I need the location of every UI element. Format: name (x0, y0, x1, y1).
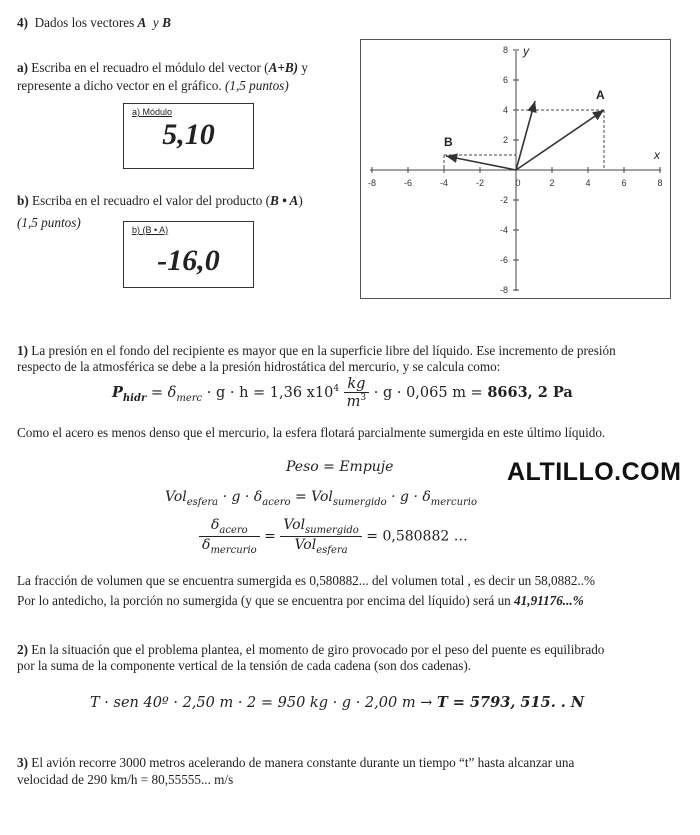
x-tick-label: -8 (367, 178, 377, 188)
question-4a-line1: a) Escriba en el recuadro el módulo del vector (A+B) y (17, 60, 308, 75)
answer-box-product (123, 221, 254, 288)
section-3-line1: 3) El avión recorre 3000 metros acelerando de manera constante durante un tiempo “t” hasta alcanzar una (17, 755, 575, 770)
peso-empuje-equation: Peso = Empuje (286, 459, 394, 475)
answer-box-module-value: 5,10 (162, 118, 215, 151)
y-tick-label: 4 (502, 105, 508, 115)
watermark-logo: ALTILLO.COM (507, 458, 682, 486)
fraction-line2: Por lo antedicho, la porción no sumergida (y que se encuentra por encima del líquido) será un 41,91176...% (17, 593, 584, 608)
y-tick-label: -8 (499, 285, 508, 295)
y-axis-label: y (523, 44, 529, 58)
vector-a-label: A (596, 88, 605, 102)
section-2-line2: por la suma de la componente vertical de la tensión de cada cadena (son dos cadenas). (17, 658, 472, 673)
answer-box-module-label: a) Módulo (132, 107, 173, 117)
y-tick-label: 2 (502, 135, 508, 145)
x-tick-label: 0 (515, 178, 521, 188)
answer-box-product-label: b) (B • A) (132, 225, 169, 235)
x-tick-label: 6 (621, 178, 627, 188)
section-1-line2: respecto de la atmosférica se debe a la presión hidrostática del mercurio, y se calcula como: (17, 359, 501, 374)
y-tick-label: 8 (502, 45, 508, 55)
x-tick-label: -6 (403, 178, 413, 188)
x-axis-label: x (654, 148, 660, 162)
vector-graph (360, 39, 671, 299)
y-tick-label: -6 (499, 255, 508, 265)
section-1-paragraph: Como el acero es menos denso que el mercurio, la esfera flotará parcialmente sumergida en este último líquido. (17, 425, 606, 440)
question-4b-points: (1,5 puntos) (17, 215, 81, 230)
answer-box-product-value: -16,0 (157, 244, 220, 277)
question-4-title: 4) Dados los vectores A y B (17, 15, 171, 30)
question-4a-line2: represente a dicho vector en el gráfico. (1,5 puntos) (17, 78, 289, 93)
y-tick-label: -4 (499, 225, 508, 235)
question-4b-line1: b) Escriba en el recuadro el valor del producto (B • A) (17, 193, 303, 208)
section-3-line2: velocidad de 290 km/h = 80,55555... m/s (17, 772, 234, 787)
tension-equation: T · sen 40º · 2,50 m · 2 = 950 kg · g · 2,00 m → T = 5793, 515. . N (90, 694, 585, 711)
fraction-line1: La fracción de volumen que se encuentra sumergida es 0,580882... del volumen total , es decir un 58,0882..% (17, 573, 596, 588)
x-tick-label: 4 (585, 178, 591, 188)
section-2-line1: 2) En la situación que el problema plantea, el momento de giro provocado por el peso del puente es equilibrado (17, 642, 605, 657)
x-tick-label: -2 (475, 178, 485, 188)
volume-equation: $Vol_{esfera} \cdot g \cdot \delta_{acero} = Vol_{sumergido} \cdot g \cdot \delta_{mercurio}$ (165, 489, 478, 508)
x-tick-label: 8 (657, 178, 663, 188)
density-ratio-equation: $\frac{\delta_{acero}}{\delta_{mercurio}}$ = $\frac{Vol_{sumergido}}{Vol_{esfera}}$ = 0,580882 … (199, 517, 468, 556)
y-tick-label: -2 (499, 195, 508, 205)
x-tick-label: 2 (549, 178, 555, 188)
y-tick-label: 6 (502, 75, 508, 85)
answer-box-module (123, 103, 254, 169)
section-1-line1: 1) La presión en el fondo del recipiente es mayor que en la superficie libre del líquido. Ese incremento de presión (17, 343, 616, 358)
pressure-equation: $P_{hidr} = \delta_{merc} \cdot g \cdot h = 1,36$ $x10^4$ $\frac{kg}{m^3}$ · g · 0,065 m = 8663, 2 Pa (112, 376, 573, 410)
x-tick-label: -4 (439, 178, 449, 188)
vector-b-label: B (444, 135, 453, 149)
